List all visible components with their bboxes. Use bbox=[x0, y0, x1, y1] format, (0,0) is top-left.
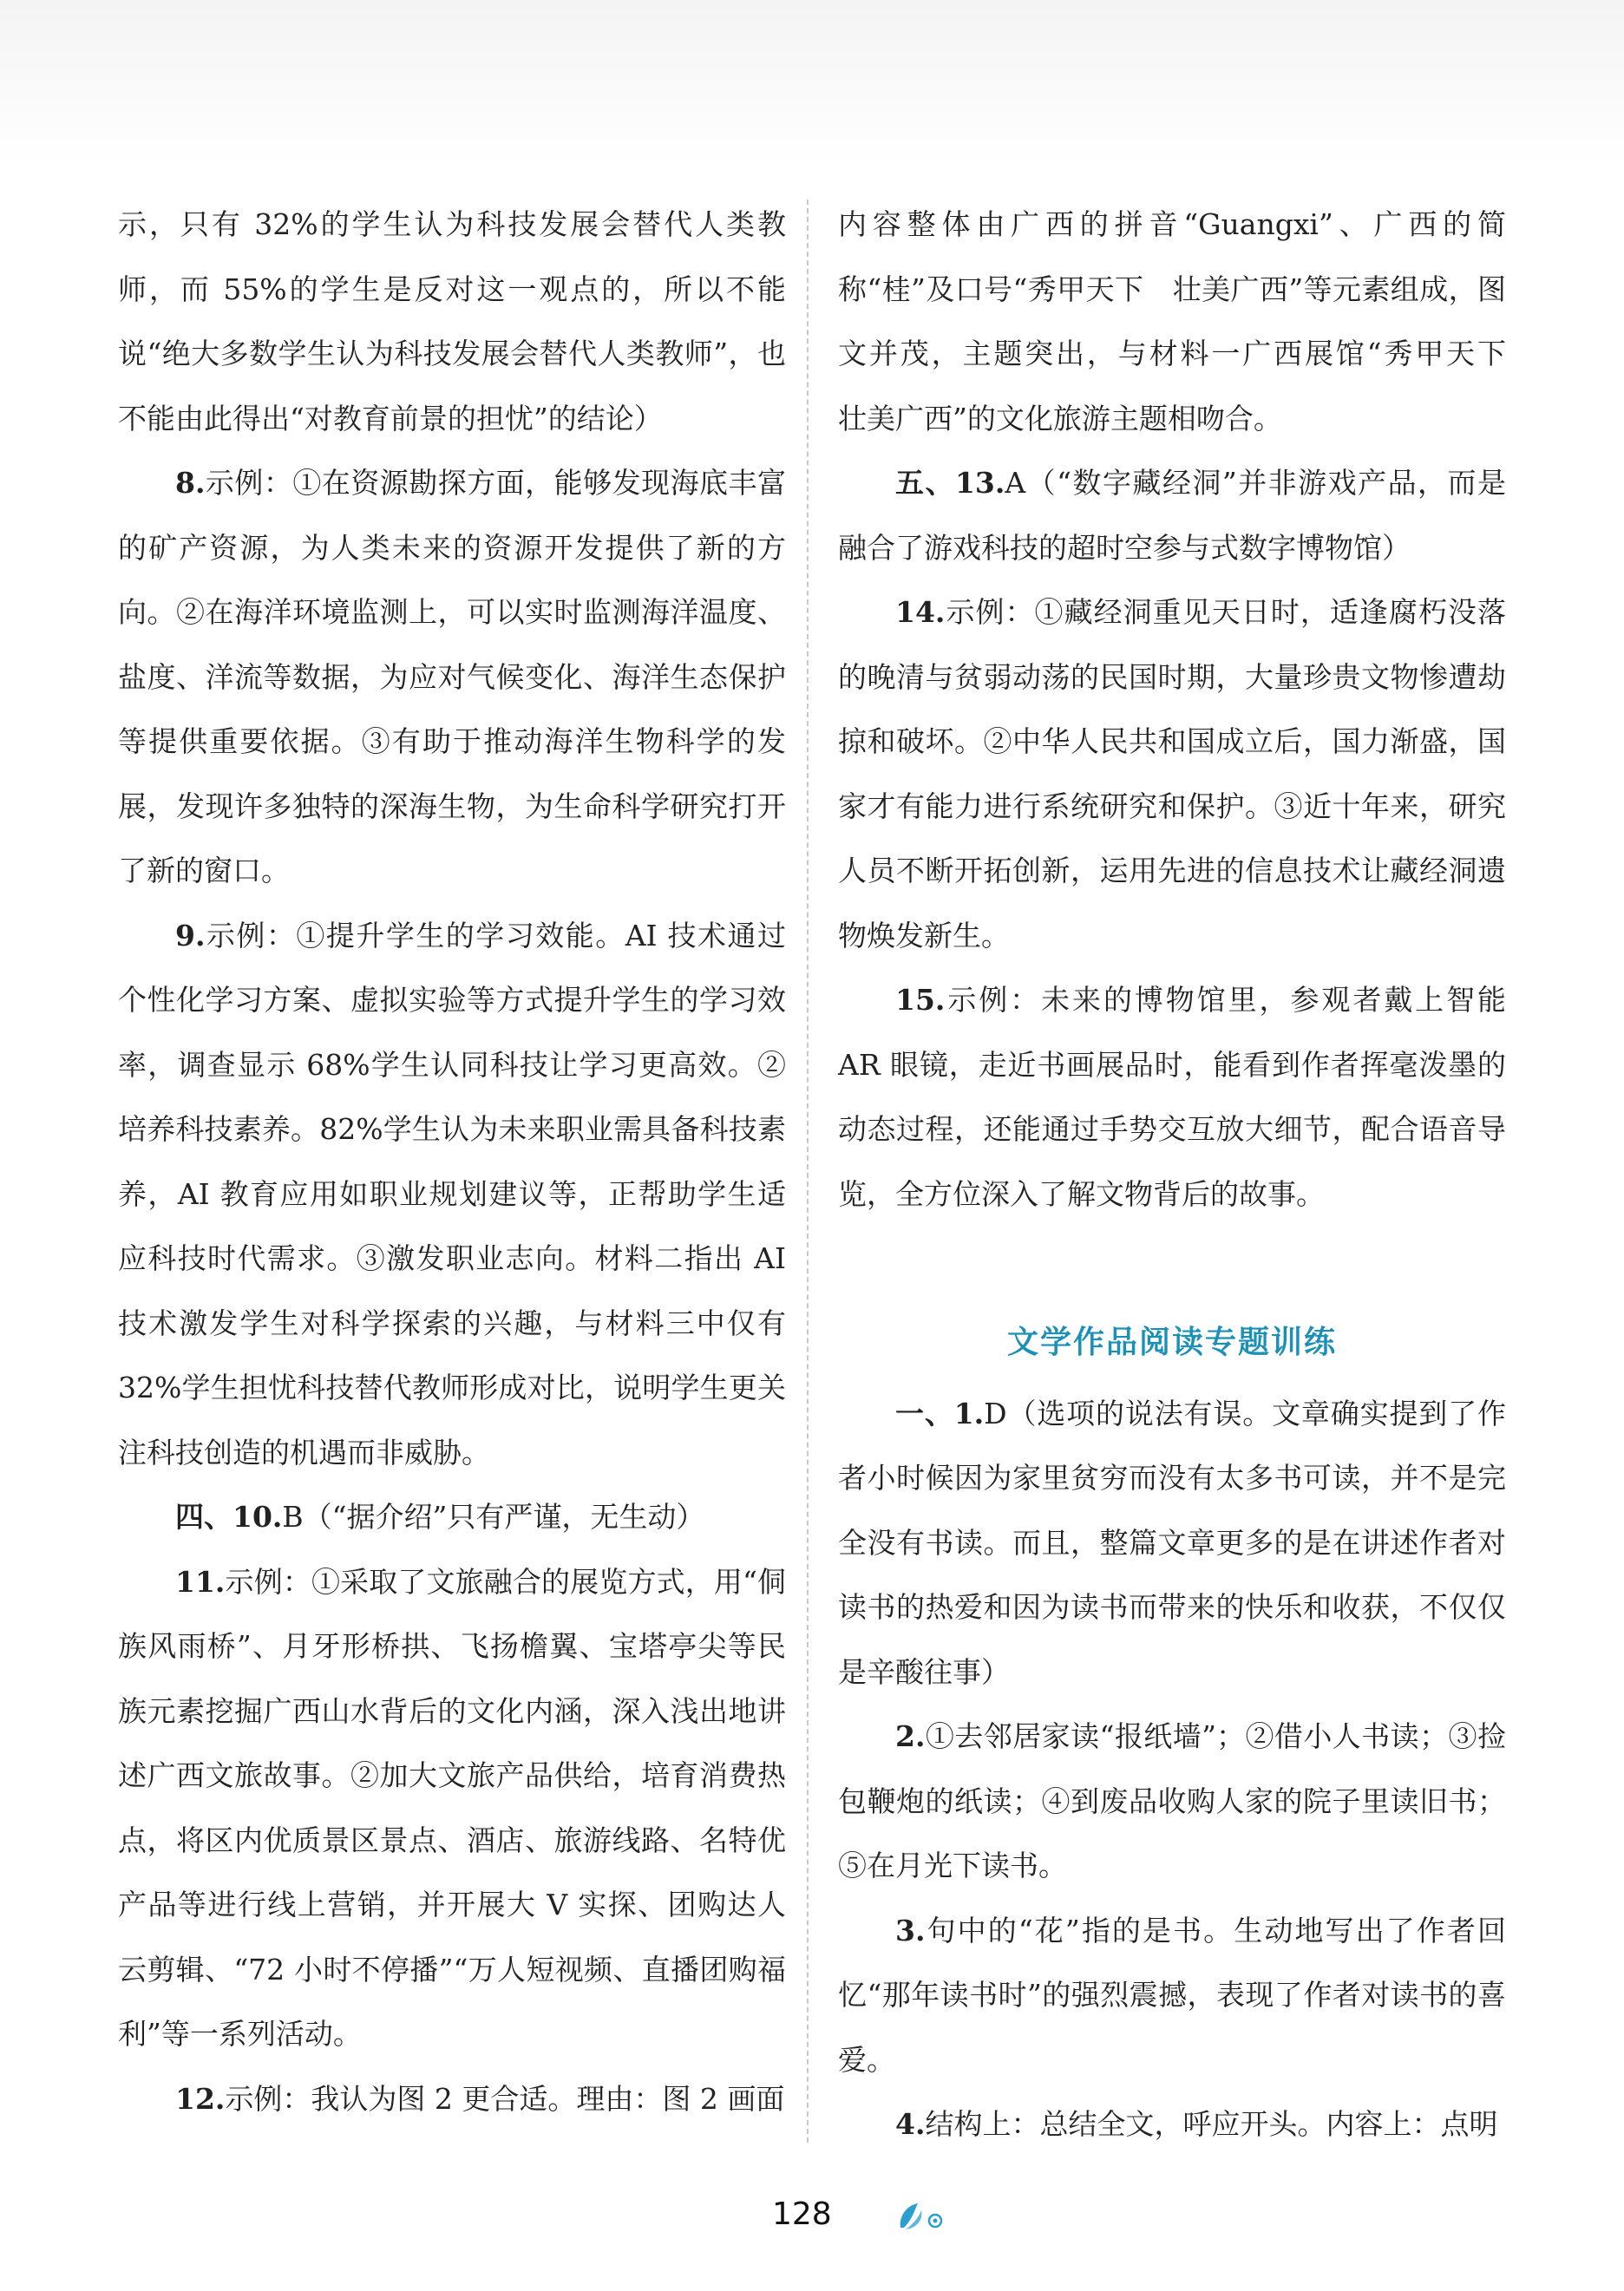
answer-s1 bbox=[838, 1382, 1506, 1705]
answer-8-text: 示例：①在资源勘探方面，能够发现海底丰富的矿产资源，为人类未来的资源开发提供了新的方向。②在海洋环境监测上，可以实时监测海洋温度、盐度、洋流等数据，为应对气候变化、海洋生态保护等提供重要依据。③有助于推动海洋生物科学的发展，发现许多独特的深海生物，为生命科学研究打开了新的窗口。 bbox=[118, 466, 786, 887]
answer-s2-text: ①去邻居家读“报纸墙”；②借小人书读；③捡包鞭炮的纸读；④到废品收购人家的院子里读旧书；⑤在月光下读书。 bbox=[838, 1719, 1506, 1882]
answer-11-number: 11. bbox=[175, 1564, 226, 1599]
answer-8 bbox=[118, 451, 786, 904]
answer-14 bbox=[838, 580, 1506, 968]
answer-10-text: B（“据介绍”只有严谨，无生动） bbox=[282, 1500, 705, 1534]
answer-10-number: 四、10. bbox=[175, 1500, 283, 1534]
answer-s4 bbox=[838, 2092, 1506, 2157]
answer-s3-text: 句中的“花”指的是书。生动地写出了作者回忆“那年读书时”的强烈震撼，表现了作者对读书的喜爱。 bbox=[838, 1913, 1506, 2077]
answer-12 bbox=[118, 2067, 786, 2132]
answer-8-number: 8. bbox=[175, 466, 206, 500]
answer-13-number: 五、13. bbox=[895, 466, 1005, 500]
answer-12-number: 12. bbox=[175, 2081, 226, 2116]
right-column bbox=[838, 193, 1535, 2157]
answer-15-text: 示例：未来的博物馆里，参观者戴上智能 AR 眼镜，走近书画展品时，能看到作者挥毫泼墨的动态过程，还能通过手势交互放大细节，配合语音导览，全方位深入了解文物背后的故事。 bbox=[838, 983, 1506, 1211]
paragraph-continued: 内容整体由广西的拼音“Guangxi”、广西的简称“桂”及口号“秀甲天下 壮美广西”等元素组成，图文并茂，主题突出，与材料一广西展馆“秀甲天下 壮美广西”的文化旅游主题相吻合。 bbox=[838, 207, 1535, 435]
paragraph-intro: 示，只有 32%的学生认为科技发展会替代人类教师，而 55%的学生是反对这一观点的，所以不能说“绝大多数学生认为科技发展会替代人类教师”，也不能由此得出“对教育前景的担忧”的结论） bbox=[118, 207, 786, 435]
answer-12-text: 示例：我认为图 2 更合适。理由：图 2 画面 bbox=[225, 2081, 785, 2116]
answer-s4-number: 4. bbox=[895, 2107, 926, 2141]
answer-s3 bbox=[838, 1899, 1506, 2093]
answer-s1-number: 一、1. bbox=[895, 1396, 985, 1430]
answer-s3-number: 3. bbox=[895, 1913, 926, 1947]
answer-11-text: 示例：①采取了文旅融合的展览方式，用“侗族风雨桥”、月牙形桥拱、飞扬檐翼、宝塔亭尖等民族元素挖掘广西山水背后的文化内涵，深入浅出地讲述广西文旅故事。②加大文旅产品供给，培育消费热点，将区内优质景区景点、酒店、旅游线路、名特优产品等进行线上营销，并开展大 V 实探、团购达人云剪辑、“72 小时不停播”“万人短视频、直播团购福利”等一系列活动。 bbox=[118, 1564, 786, 2051]
column-divider bbox=[807, 200, 809, 2143]
answer-s1-text: D（选项的说法有误。文章确实提到了作者小时候因为家里贫穷而没有太多书可读，并不是完全没有书读。而且，整篇文章更多的是在讲述作者对读书的热爱和因为读书而带来的快乐和收获，不仅仅是辛酸往事） bbox=[838, 1396, 1506, 1689]
section-title: 文学作品阅读专题训练 bbox=[1006, 1324, 1337, 1360]
answer-9-number: 9. bbox=[175, 918, 206, 952]
page-number: 128 bbox=[772, 2196, 832, 2232]
answer-13 bbox=[838, 451, 1506, 580]
answer-10 bbox=[118, 1485, 786, 1550]
answer-9-text: 示例：①提升学生的学习效能。AI 技术通过个性化学习方案、虚拟实验等方式提升学生的学习效率，调查显示 68%学生认同科技让学习更高效。②培养科技素养。82%学生认为未来职业需具备科技素养，AI 教育应用如职业规划建议等，正帮助学生适应科技时代需求。③激发职业志向。材料二指出 AI 技术激发学生对科学探索的兴趣，与材料三中仅有 32%学生担忧科技替代教师形成对比，说明学生更关注科技创造的机遇而非威胁。 bbox=[118, 918, 786, 1470]
leaf-swirl-icon bbox=[895, 2198, 947, 2233]
scan-top-shading bbox=[0, 0, 1624, 165]
answer-15 bbox=[838, 968, 1506, 1227]
left-column bbox=[118, 193, 786, 2131]
answer-14-number: 14. bbox=[895, 595, 946, 629]
answer-s2-number: 2. bbox=[895, 1719, 926, 1753]
answer-s4-text: 结构上：总结全文，呼应开头。内容上：点明 bbox=[925, 2107, 1498, 2141]
answer-14-text: 示例：①藏经洞重见天日时，适逢腐朽没落的晚清与贫弱动荡的民国时期，大量珍贵文物惨遭劫掠和破坏。②中华人民共和国成立后，国力渐盛，国家才有能力进行系统研究和保护。③近十年来，研究人员不断开拓创新，运用先进的信息技术让藏经洞遗物焕发新生。 bbox=[838, 595, 1506, 952]
answer-15-number: 15. bbox=[895, 983, 946, 1017]
answer-13-text: A（“数字藏经洞”并非游戏产品，而是融合了游戏科技的超时空参与式数字博物馆） bbox=[838, 466, 1506, 565]
answer-11 bbox=[118, 1550, 786, 2067]
answer-s2 bbox=[838, 1705, 1506, 1899]
answer-9 bbox=[118, 904, 786, 1486]
